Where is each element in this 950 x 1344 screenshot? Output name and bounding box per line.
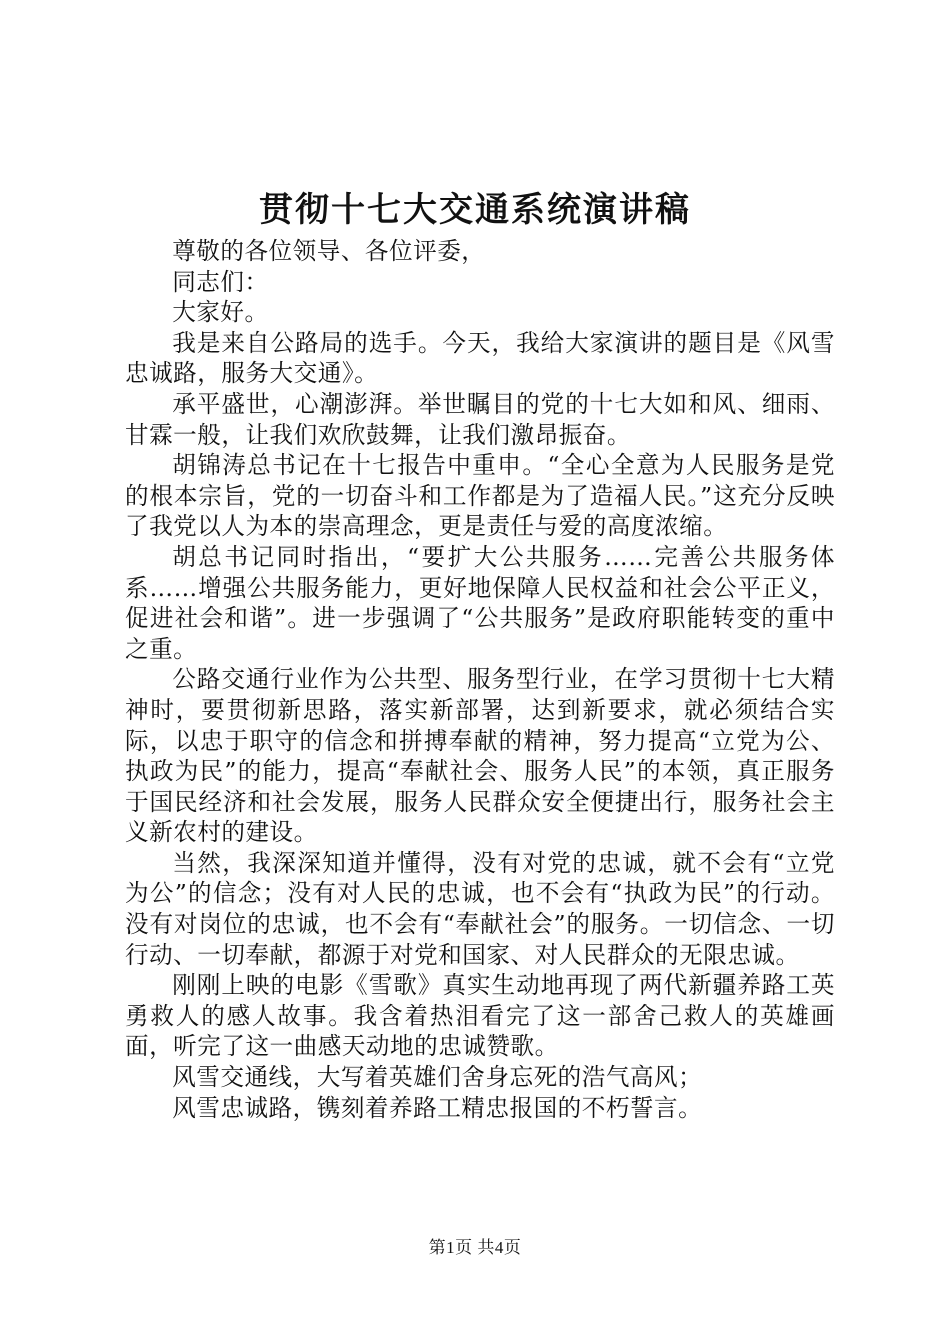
body-paragraph: 胡锦涛总书记在十七报告中重申。“全心全意为人民服务是党的根本宗旨，党的一切奋斗和工作都是为了造福人民。”这充分反映了我党以人为本的崇高理念，更是责任与爱的高度浓缩。 xyxy=(125,451,835,541)
body-paragraph: 承平盛世，心潮澎湃。举世瞩目的党的十七大如和风、细雨、甘霖一般，让我们欢欣鼓舞，让我们激昂振奋。 xyxy=(125,389,835,449)
body-paragraph: 风雪忠诚路，镌刻着养路工精忠报国的不朽誓言。 xyxy=(172,1093,703,1122)
document-body xyxy=(125,236,835,1123)
document-title: 贯彻十七大交通系统演讲稿 xyxy=(259,190,691,230)
salutation-paragraph: 尊敬的各位领导、各位评委， xyxy=(172,237,486,265)
body-paragraph: 胡总书记同时指出，“要扩大公共服务……完善公共服务体系……增强公共服务能力，更好地保障人民权益和社会公平正义，促进社会和谐”。进一步强调了“公共服务”是政府职能转变的重中之重。 xyxy=(125,542,835,663)
page-number-footer: 第1页 共4页 xyxy=(428,1238,522,1257)
body-paragraph: 当然，我深深知道并懂得，没有对党的忠诚，就不会有“立党为公”的信念；没有对人民的忠诚，也不会有“执政为民”的行动。没有对岗位的忠诚，也不会有“奉献社会”的服务。一切信念、一切行动、一切奉献，都源于对党和国家、对人民群众的无限忠诚。 xyxy=(125,848,835,969)
body-paragraph: 刚刚上映的电影《雪歌》真实生动地再现了两代新疆养路工英勇救人的感人故事。我含着热泪看完了这一部舍己救人的英雄画面，听完了这一曲感天动地的忠诚赞歌。 xyxy=(125,971,835,1061)
body-paragraph: 风雪交通线，大写着英雄们舍身忘死的浩气高风； xyxy=(172,1063,703,1092)
salutation-paragraph: 同志们： xyxy=(172,267,269,296)
body-paragraph: 我是来自公路局的选手。今天，我给大家演讲的题目是《风雪忠诚路，服务大交通》。 xyxy=(125,328,835,388)
body-paragraph: 公路交通行业作为公共型、服务型行业，在学习贯彻十七大精神时，要贯彻新思路，落实新部署，达到新要求，就必须结合实际，以忠于职守的信念和拼搏奉献的精神，努力提高“立党为公、执政为民”的能力，提高“奉献社会、服务人民”的本领，真正服务于国民经济和社会发展，服务人民群众安全便捷出行，服务社会主义新农村的建设。 xyxy=(125,665,835,847)
greeting-paragraph: 大家好。 xyxy=(172,298,269,327)
